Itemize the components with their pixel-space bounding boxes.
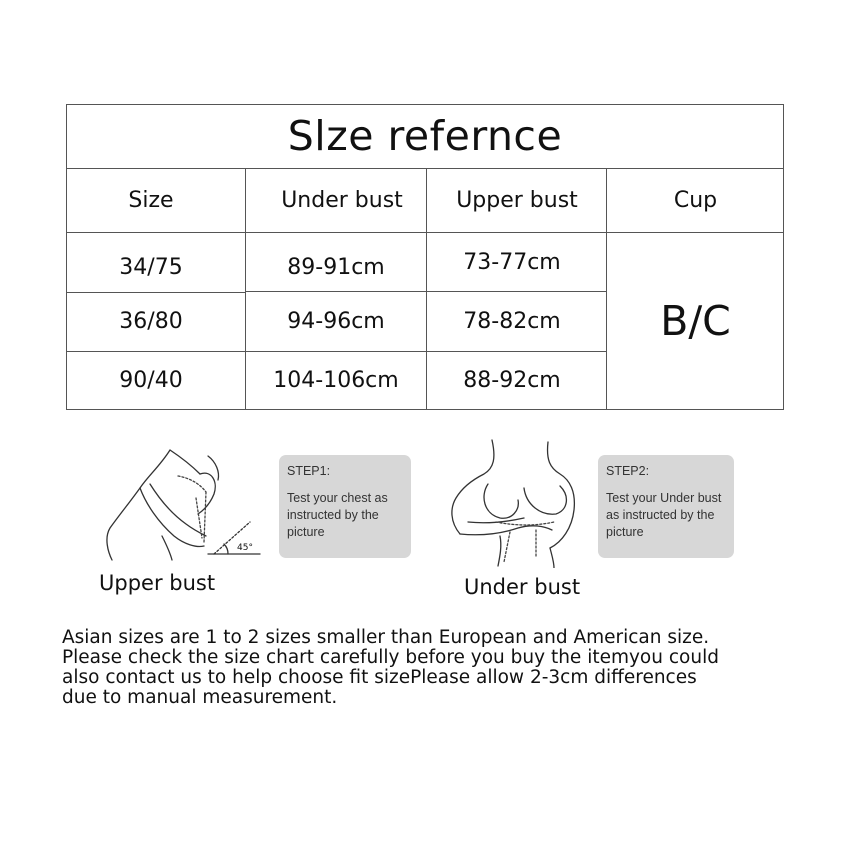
under-bust-caption: Under bust <box>464 575 581 599</box>
note-line: Asian sizes are 1 to 2 sizes smaller than European and American size. <box>62 627 710 648</box>
size-table <box>66 104 784 410</box>
step2-card <box>598 455 734 558</box>
table-cell-size: 34/75 <box>119 254 183 280</box>
table-cell-size: 36/80 <box>119 309 183 334</box>
step1-label: STEP1: <box>287 464 331 478</box>
step2-label: STEP2: <box>606 464 650 478</box>
header-upper-bust: Upper bust <box>456 187 578 213</box>
table-title: Slze refernce <box>287 112 563 160</box>
table-cell-upper-bust: 78-82cm <box>463 309 561 334</box>
table-cell-under-bust: 104-106cm <box>273 368 399 393</box>
table-cell-under-bust: 94-96cm <box>287 309 385 334</box>
note-line: due to manual measurement. <box>62 687 338 708</box>
header-under-bust: Under bust <box>281 187 403 213</box>
table-cell-cup: B/C <box>660 297 731 345</box>
table-cell-upper-bust: 73-77cm <box>463 249 561 275</box>
header-cup: Cup <box>673 187 718 213</box>
under-bust-illustration <box>440 438 590 568</box>
header-size: Size <box>128 187 174 213</box>
upper-bust-caption: Upper bust <box>99 571 216 595</box>
step2-text: Test your Under bust as instructed by the picture <box>606 491 722 539</box>
note-line: also contact us to help choose fit sizePlease allow 2-3cm differences <box>62 667 697 688</box>
step1-text: Test your chest as instructed by the picture <box>287 491 388 539</box>
sizing-note <box>62 628 822 708</box>
angle-label: 45° <box>237 543 253 553</box>
note-line: Please check the size chart carefully before you buy the itemyou could <box>62 647 719 668</box>
table-cell-upper-bust: 88-92cm <box>463 368 561 393</box>
step1-card <box>279 455 411 558</box>
table-cell-under-bust: 89-91cm <box>287 254 385 280</box>
table-cell-size: 90/40 <box>119 368 183 393</box>
